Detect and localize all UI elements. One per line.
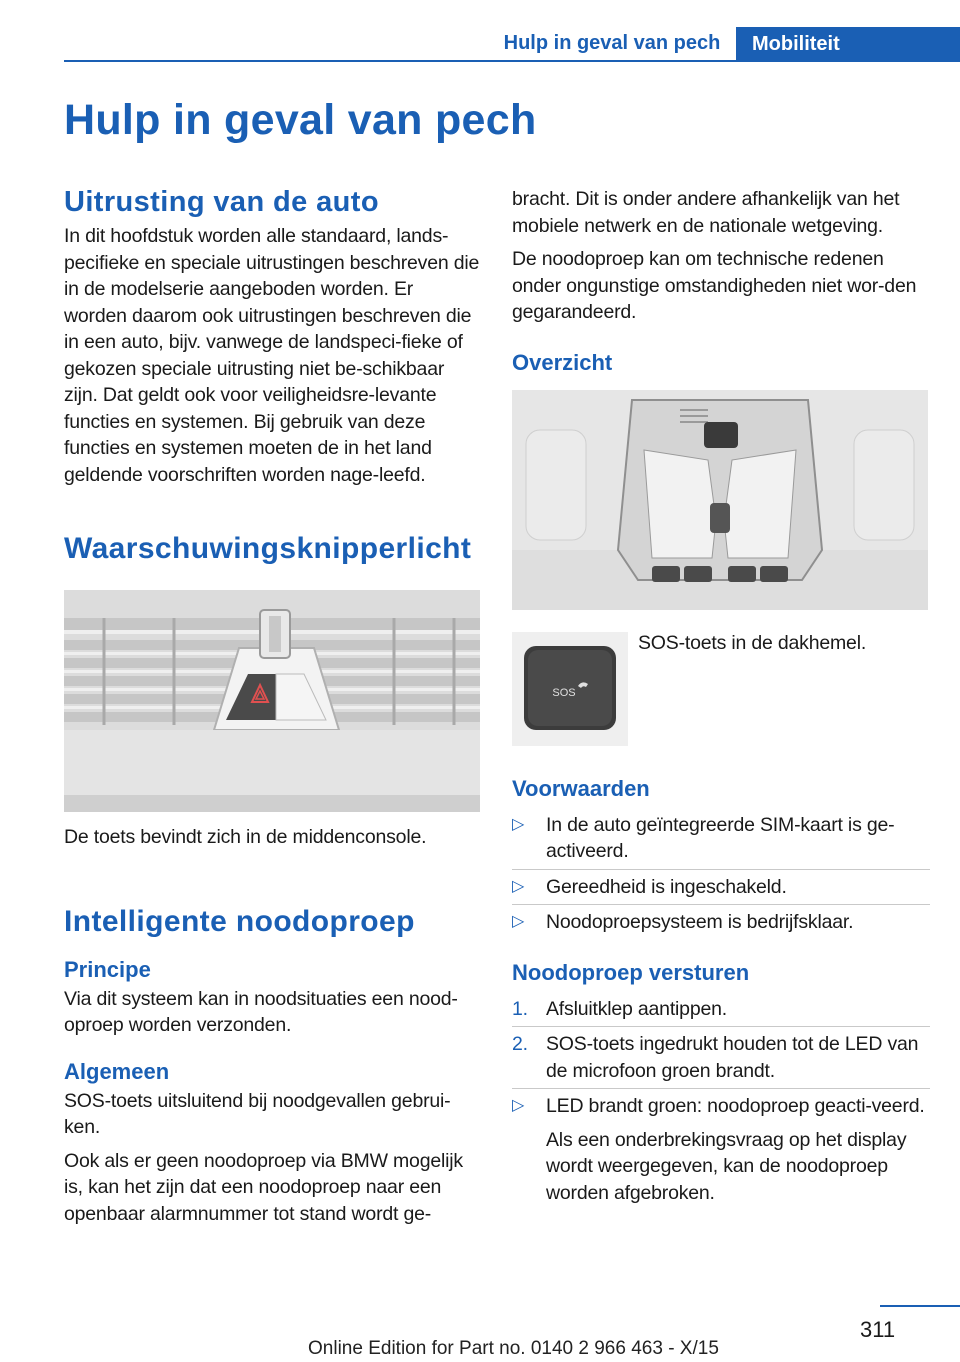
hazard-switch-image: [64, 590, 480, 812]
voorwaarden-list: [512, 808, 930, 940]
noodoproep-cont-text: bracht. Dit is onder andere afhankelijk van het mobiele netwerk en de nationale wetgeving.: [512, 188, 900, 237]
right-column: [512, 186, 930, 1210]
principe-text: Via dit systeem kan in noodsituaties een nood-oproep worden verzonden.: [64, 987, 458, 1036]
roof-console-image: [512, 390, 928, 610]
result-text: LED brandt groen: noodoproep geacti-veerd.: [546, 1095, 925, 1117]
left-column: [64, 186, 480, 1227]
footer-rule: [880, 1305, 960, 1307]
header-section-title: Hulp in geval van pech: [503, 32, 721, 54]
list-item: ▷ Gereedheid is ingeschakeld.: [512, 870, 930, 906]
bullet-triangle-icon: ▷: [512, 815, 525, 833]
heading-versturen: Noodoproep versturen: [512, 959, 750, 985]
algemeen-text-2: Ook als er geen noodoproep via BMW mogelijk is, kan het zijn dat een noodoproep naar een openbaar alarmnummer tot stand wordt ge-: [64, 1149, 463, 1225]
bullet-triangle-icon: ▷: [512, 1097, 525, 1114]
heading-overzicht: Overzicht: [512, 349, 613, 375]
noodoproep-reliability-text: De noodoproep kan om technische redenen onder ongunstige omstandigheden niet wor-den gegarandeerd.: [512, 248, 917, 323]
heading-principe: Principe: [64, 956, 151, 982]
sos-button-image: [512, 632, 628, 746]
heading-voorwaarden: Voorwaarden: [512, 775, 650, 801]
sos-label: SOS: [552, 686, 576, 699]
heading-noodoproep: Intelligente noodoproep: [64, 904, 415, 938]
versturen-steps: [512, 992, 930, 1211]
list-item: ▷ In de auto geïntegreerde SIM-kaart is ge-activeerd.: [512, 808, 930, 870]
sos-caption-row: [512, 632, 930, 746]
sos-caption: SOS-toets in de dakhemel.: [638, 631, 867, 654]
bullet-triangle-icon: ▷: [512, 877, 525, 895]
heading-uitrusting: Uitrusting van de auto: [64, 186, 379, 218]
result-item: [512, 1089, 930, 1210]
page-number: 311: [860, 1317, 896, 1342]
footer-edition: Online Edition for Part no. 0140 2 966 463 - X/15: [308, 1338, 719, 1359]
list-item: ▷ Noodoproepsysteem is bedrijfsklaar.: [512, 905, 930, 940]
step-item: 1. Afsluitklep aantippen.: [512, 992, 930, 1028]
bullet-triangle-icon: ▷: [512, 913, 525, 930]
header-chapter-tab[interactable]: Mobiliteit: [736, 27, 960, 62]
algemeen-text-1: SOS-toets uitsluitend bij noodgevallen gebrui-ken.: [64, 1089, 451, 1138]
step-item: 2. SOS-toets ingedrukt houden tot de LED van de microfoon groen brandt.: [512, 1027, 930, 1089]
heading-algemeen: Algemeen: [64, 1058, 170, 1084]
result-note: Als een onderbrekingsvraag op het display wordt weergegeven, kan de noodoproep worden afgebroken.: [546, 1128, 907, 1204]
uitrusting-text: In dit hoofdstuk worden alle standaard, lands-pecifieke en speciale uitrustingen beschreven die in de modelserie aangeboden worden. Er worden daarom ook uitrustingen beschreven die in een auto, bijv. vanwege de landspeci-fieke of gekozen speciale uitrusting niet be-schikbaar zijn. Dat geldt ook voor veiligheidsre-levante functies en systemen. Bij gebruik van deze functies en systemen moeten de in het land geldende voorschriften worden nage-leefd.: [64, 225, 480, 486]
page-title: Hulp in geval van pech: [64, 96, 537, 144]
hazard-caption: De toets bevindt zich in de middenconsole.: [64, 826, 427, 848]
heading-waarschuwing: Waarschuwingsknipperlicht: [64, 532, 472, 565]
